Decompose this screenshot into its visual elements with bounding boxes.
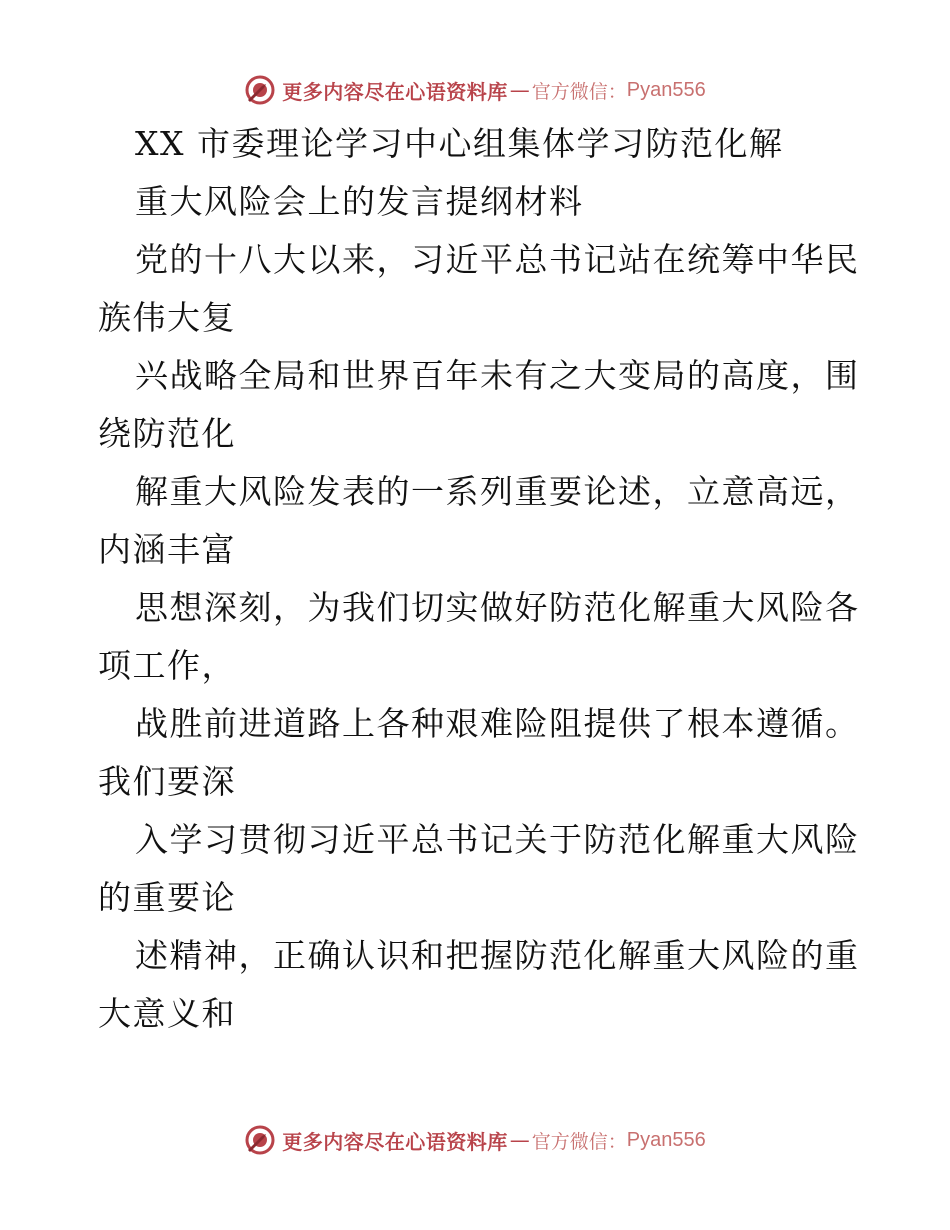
banner-main-text: 更多内容尽在心语资料库 [282, 79, 508, 104]
document-line: 入学习贯彻习近平总书记关于防范化解重大风险 [135, 820, 860, 859]
banner-handle: Pyan556 [626, 1128, 706, 1151]
banner-handle: Pyan556 [626, 78, 706, 101]
document-line: 兴战略全局和世界百年未有之大变局的高度，围 [135, 356, 860, 395]
banner-separator: — [509, 78, 530, 102]
document-line: 思想深刻，为我们切实做好防范化解重大风险各 [135, 588, 860, 627]
document-line: 内涵丰富 [98, 530, 236, 569]
document-body [98, 115, 858, 1043]
document-line: 族伟大复 [98, 298, 236, 337]
banner-main-text: 更多内容尽在心语资料库 [282, 1129, 508, 1154]
logo-icon [244, 74, 276, 106]
banner-separator: — [509, 1128, 530, 1152]
document-line: 党的十八大以来，习近平总书记站在统筹中华民 [135, 240, 860, 279]
footer-banner [0, 1120, 950, 1160]
document-line: 解重大风险发表的一系列重要论述，立意高远， [135, 472, 860, 511]
document-line: 项工作， [98, 646, 236, 685]
banner-label: 官方微信： [531, 80, 627, 103]
document-line: 我们要深 [98, 762, 236, 801]
document-line: 绕防范化 [98, 414, 236, 453]
header-banner [0, 70, 950, 110]
document-line: XX 市委理论学习中心组集体学习防范化解 [135, 124, 784, 163]
document-line: 重大风险会上的发言提纲材料 [135, 182, 584, 221]
document-line: 战胜前进道路上各种艰难险阻提供了根本遵循。 [135, 704, 860, 743]
banner-label: 官方微信： [531, 1130, 627, 1153]
logo-icon [244, 1124, 276, 1156]
document-line: 述精神，正确认识和把握防范化解重大风险的重 [135, 936, 860, 975]
document-line: 大意义和 [98, 994, 236, 1033]
document-line: 的重要论 [98, 878, 236, 917]
